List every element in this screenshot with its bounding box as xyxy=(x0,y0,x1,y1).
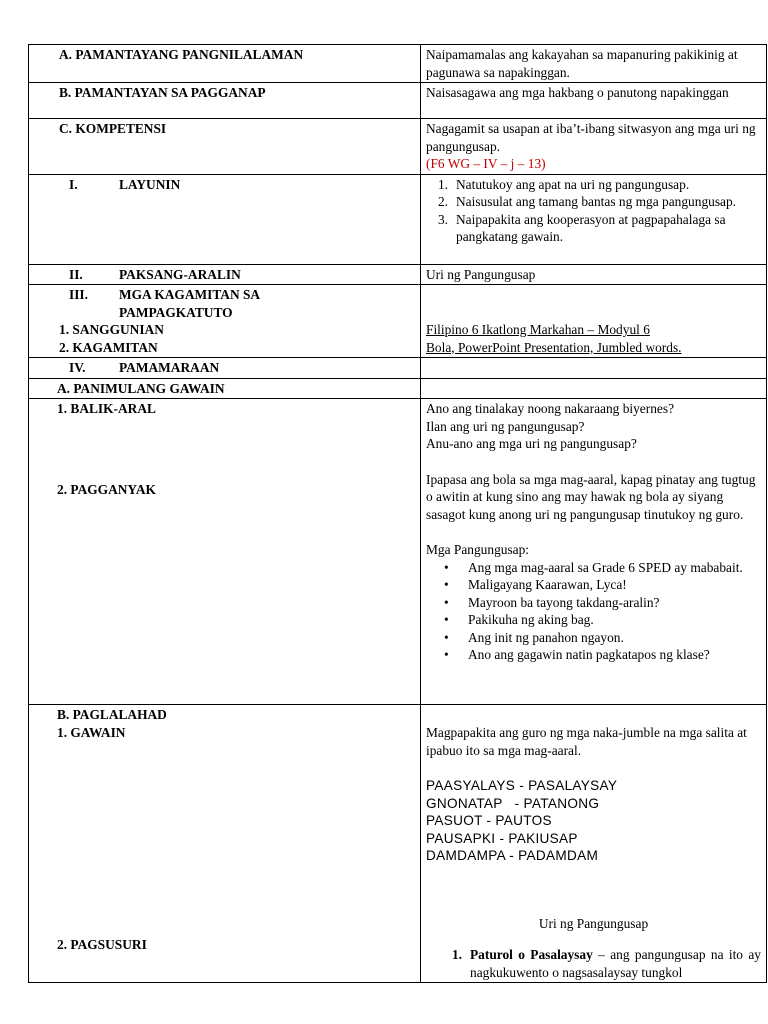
activity-instruction: Magpapakita ang guro ng mga naka-jumble na mga salita at ipabuo ito sa mga mag-aaral. xyxy=(426,725,747,758)
lesson-plan-document xyxy=(28,44,761,983)
table-row xyxy=(29,285,767,358)
definition-text: – ang pangungusap na ito ay nagkukuwento o nagsasalaysay tungkol xyxy=(470,947,761,980)
table-row xyxy=(29,705,767,983)
row-content xyxy=(421,705,767,983)
table-row xyxy=(29,378,767,399)
row-content xyxy=(421,358,767,379)
jumbled-word: DAMDAMPA - PADAMDAM xyxy=(426,848,599,863)
sub-label: 2. PAGSUSURI xyxy=(57,937,147,952)
jumbled-word: PAASYALAYS - PASALAYSAY xyxy=(426,778,618,793)
table-row xyxy=(29,358,767,379)
table-row xyxy=(29,45,767,83)
row-label xyxy=(29,705,421,983)
row-content: Naisasagawa ang mga hakbang o panutong napakinggan xyxy=(421,83,767,119)
row-label xyxy=(29,358,421,379)
row-label xyxy=(29,264,421,285)
competency-text: Nagagamit sa usapan at iba’t-ibang sitwasyon ang mga uri ng pangungusap. xyxy=(426,121,756,154)
row-content: Uri ng Pangungusap xyxy=(421,264,767,285)
sub-label: 2. PAGGANYAK xyxy=(57,481,156,497)
table-row xyxy=(29,83,767,119)
row-label: A. PAMANTAYANG PANGNILALAMAN xyxy=(29,45,421,83)
activity-instruction: Ipapasa ang bola sa mga mag-aaral, kapag pinatay ang tugtug o awitin at kung sino ang may hawak ng bola ay siyang sasagot kung anong uri ng pangungusap tinutukoy ng guro. xyxy=(426,471,756,522)
section-title: PAKSANG-ARALIN xyxy=(119,266,241,282)
sub-label: 1. GAWAIN xyxy=(57,724,126,740)
reference-text: Filipino 6 Ikatlong Markahan – Modyul 6 xyxy=(426,322,650,337)
row-content xyxy=(421,285,767,358)
review-question: Anu-ano ang mga uri ng pangungusap? xyxy=(426,436,637,451)
table-row xyxy=(29,264,767,285)
jumbled-word: PAUSAPKI - PAKIUSAP xyxy=(426,830,578,846)
list-item: • Ang mga mag-aaral sa Grade 6 SPED ay mababait. xyxy=(444,559,743,575)
roman-numeral: II. xyxy=(69,266,83,282)
row-content xyxy=(421,399,767,705)
list-item: • Mayroon ba tayong takdang-aralin? xyxy=(444,594,660,610)
row-label xyxy=(29,174,421,264)
row-label: C. KOMPETENSI xyxy=(29,119,421,175)
roman-numeral: IV. xyxy=(69,360,86,375)
sub-label: 1. SANGGUNIAN xyxy=(59,322,164,337)
table-row xyxy=(29,399,767,705)
section-title: PAMAMARAAN xyxy=(119,360,220,375)
section-title: LAYUNIN xyxy=(119,176,181,192)
list-item: • Ano ang gagawin natin pagkatapos ng klase? xyxy=(444,647,710,662)
roman-numeral: III. xyxy=(69,287,88,302)
objectives-list xyxy=(421,174,767,264)
roman-numeral: I. xyxy=(69,176,78,192)
review-question: Ilan ang uri ng pangungusap? xyxy=(426,418,585,434)
row-label: A. PANIMULANG GAWAIN xyxy=(29,378,421,399)
definition-term: Paturol o Pasalaysay xyxy=(470,947,593,962)
list-item: 3. Naipapakita ang kooperasyon at pagpapahalaga sa pangkatang gawain. xyxy=(437,211,726,244)
table-row xyxy=(29,119,767,175)
competency-code: (F6 WG – IV – j – 13) xyxy=(426,156,546,171)
sentence-list xyxy=(426,559,761,664)
row-label xyxy=(29,285,421,358)
row-content xyxy=(421,119,767,175)
table-row xyxy=(29,174,767,264)
lesson-plan-table xyxy=(28,44,767,983)
materials-text: Bola, PowerPoint Presentation, Jumbled words. xyxy=(426,339,682,355)
sub-label: 1. BALIK-ARAL xyxy=(57,401,156,416)
section-label: B. PAGLALAHAD xyxy=(57,707,167,722)
list-item: • Ang init ng panahon ngayon. xyxy=(444,629,624,645)
row-label: B. PAMANTAYAN SA PAGGANAP xyxy=(29,83,421,119)
jumbled-word: GNONATAP - PATANONG xyxy=(426,795,600,811)
jumbled-word: PASUOT - PAUTOS xyxy=(426,813,552,828)
list-item: 1. Paturol o Pasalaysay – ang pangungusap na ito ay nagkukuwento o nagsasalaysay tungkol xyxy=(451,947,761,980)
row-label xyxy=(29,399,421,705)
row-content xyxy=(421,378,767,399)
section-title: MGA KAGAMITAN SA PAMPAGKATUTO xyxy=(119,287,260,320)
analysis-heading: Uri ng Pangungusap xyxy=(538,915,649,931)
review-question: Ano ang tinalakay noong nakaraang biyernes? xyxy=(426,401,675,416)
sentences-title: Mga Pangungusap: xyxy=(426,542,530,557)
list-item: 1. Natutukoy ang apat na uri ng pangungusap. xyxy=(437,176,690,192)
list-item: 2. Naisusulat ang tamang bantas ng mga pangungusap. xyxy=(437,194,737,209)
list-item: • Maligayang Kaarawan, Lyca! xyxy=(444,577,627,592)
list-item: • Pakikuha ng aking bag. xyxy=(444,612,594,627)
sub-label: 2. KAGAMITAN xyxy=(59,339,158,355)
row-content: Naipamamalas ang kakayahan sa mapanuring pakikinig at pagunawa sa napakinggan. xyxy=(421,45,767,83)
